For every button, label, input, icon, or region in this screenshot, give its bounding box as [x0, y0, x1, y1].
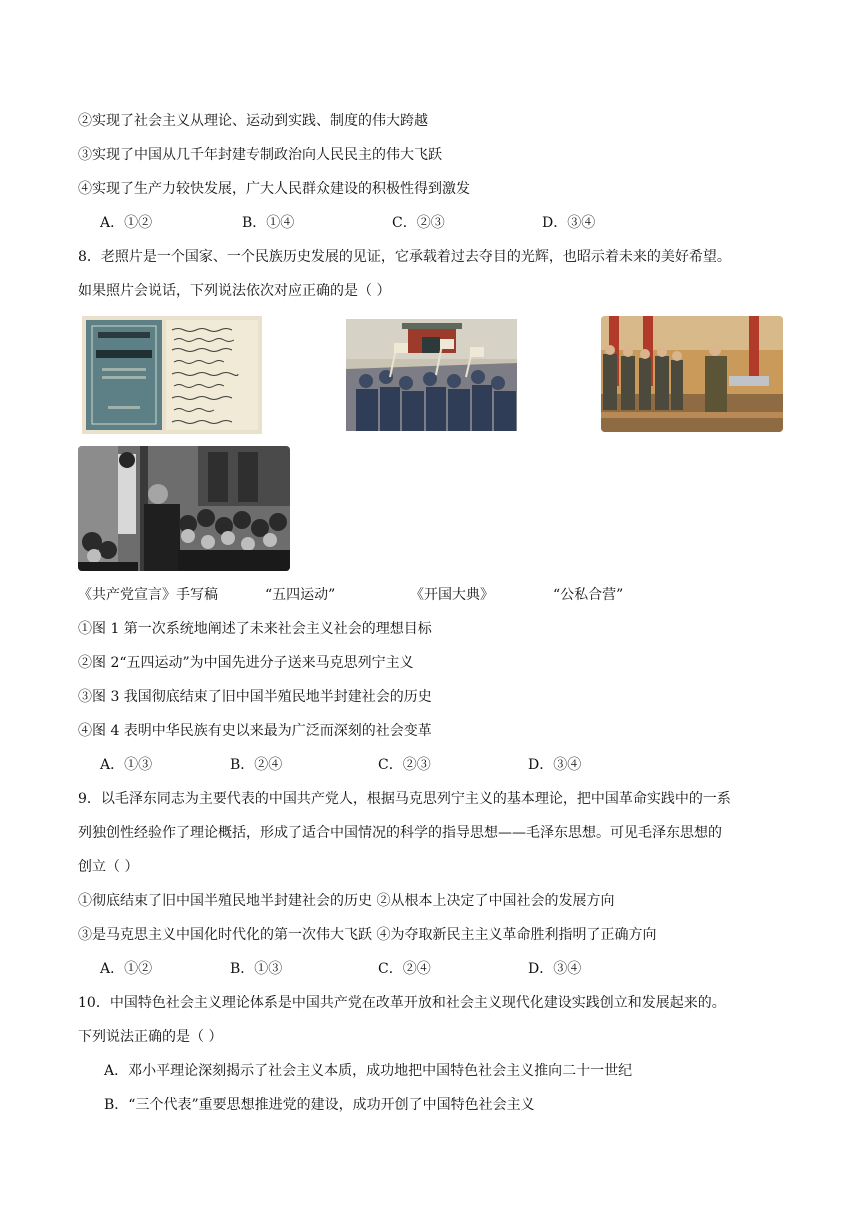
q9-option-d[interactable]: D．③④	[528, 961, 582, 977]
q8-options	[100, 755, 581, 775]
q9-items-row-2: ③是马克思主义中国化时代化的第一次伟大飞跃 ④为夺取新民主主义革命胜利指明了正确方向	[78, 927, 657, 943]
q9-stem-line-3: 创立（ ）	[78, 859, 139, 875]
q8-stem-line-1: 8．老照片是一个国家、一个民族历史发展的见证，它承载着过去夺目的光辉，也昭示着未来的美好希望。	[78, 249, 731, 265]
q7-options	[100, 213, 595, 233]
q10-option-b[interactable]: B．“三个代表”重要思想推进党的建设，成功开创了中国特色社会主义	[104, 1097, 535, 1113]
q9-stem-line-1: 9．以毛泽东同志为主要代表的中国共产党人，根据马克思列宁主义的基本理论，把中国革命实践中的一系	[78, 791, 731, 807]
q7-option-a[interactable]: A．①②	[100, 215, 153, 231]
photo-may-fourth-movement	[346, 319, 517, 431]
q9-options	[100, 959, 581, 979]
photo-manifesto-manuscript	[82, 316, 262, 434]
q7-option-b[interactable]: B．①④	[242, 215, 295, 231]
caption-photo-4: “公私合营”	[553, 587, 624, 603]
q9-option-a[interactable]: A．①②	[100, 961, 153, 977]
caption-photo-3: 《开国大典》	[410, 587, 494, 603]
q7-option-c[interactable]: C．②③	[392, 215, 445, 231]
caption-photo-1: 《共产党宣言》手写稿	[78, 587, 218, 603]
q9-stem-line-2: 列独创性经验作了理论概括，形成了适合中国情况的科学的指导思想——毛泽东思想。可见毛泽东思想的	[78, 825, 722, 841]
q7-option-d[interactable]: D．③④	[542, 215, 596, 231]
q8-item-3: ③图 3 我国彻底结束了旧中国半殖民地半封建社会的历史	[78, 689, 432, 705]
q8-stem-line-2: 如果照片会说话，下列说法依次对应正确的是（ ）	[78, 283, 391, 299]
q9-items-row-1: ①彻底结束了旧中国半殖民地半封建社会的历史 ②从根本上决定了中国社会的发展方向	[78, 893, 615, 909]
q8-option-d[interactable]: D．③④	[528, 757, 582, 773]
q10-stem-line-1: 10．中国特色社会主义理论体系是中国共产党在改革开放和社会主义现代化建设实践创立和发展起来的。	[78, 995, 726, 1011]
photo-founding-ceremony	[601, 316, 783, 432]
q8-option-a[interactable]: A．①③	[100, 757, 153, 773]
q9-option-c[interactable]: C．②④	[378, 961, 431, 977]
q8-item-4: ④图 4 表明中华民族有史以来最为广泛而深刻的社会变革	[78, 723, 432, 739]
q8-option-b[interactable]: B．②④	[230, 757, 283, 773]
q8-item-2: ②图 2“五四运动”为中国先进分子送来马克思列宁主义	[78, 655, 414, 671]
q8-item-1: ①图 1 第一次系统地阐述了未来社会主义社会的理想目标	[78, 621, 432, 637]
q10-option-a[interactable]: A．邓小平理论深刻揭示了社会主义本质，成功地把中国特色社会主义推向二十一世纪	[104, 1063, 633, 1079]
q7-item-3: ③实现了中国从几千年封建专制政治向人民民主的伟大飞跃	[78, 147, 442, 163]
q10-stem-line-2: 下列说法正确的是（ ）	[78, 1029, 223, 1045]
q7-item-4: ④实现了生产力较快发展，广大人民群众建设的积极性得到激发	[78, 181, 470, 197]
q7-item-2: ②实现了社会主义从理论、运动到实践、制度的伟大跨越	[78, 113, 428, 129]
q8-option-c[interactable]: C．②③	[378, 757, 431, 773]
q9-option-b[interactable]: B．①③	[230, 961, 283, 977]
photo-public-private-partnership	[78, 446, 290, 571]
caption-photo-2: “五四运动”	[265, 587, 336, 603]
